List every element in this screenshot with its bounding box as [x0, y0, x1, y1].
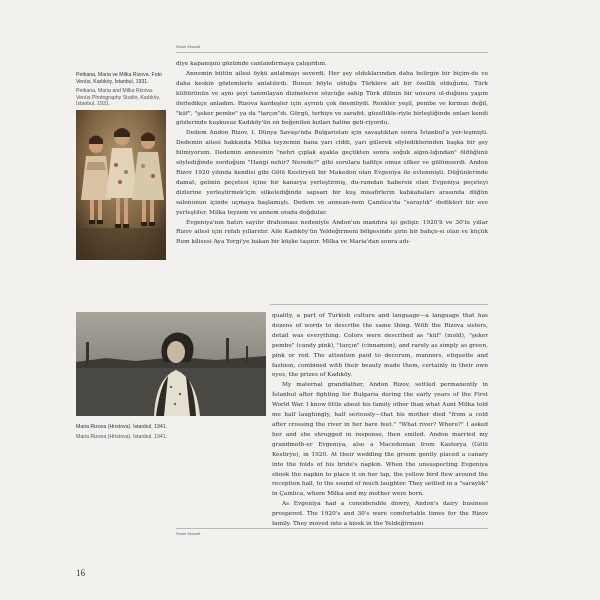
turkish-paragraph: Annemin bütün ailesi öykü anlatmayı severdi. Her şey olduklarından daha belirgin bir biçim-de ve daha keskin gözlemlerle anlatılırdı. Bunun böyle olduğu Türklere ait bir özellik olduğunu, Türk kültürünün ve aynı şeyi tanımlayan dizinelerce sözcüğe sahip Türk dilinin bir unsuru ol-duğunu yaşım ilerledikçe anladım. Rizova kardeşler için ayrıntı çok önemliydi. Renkler yeşil, pembe ve kırmızı değil, "küf", "şeker pembe" ya da "tarçın"dı. Görgü, terbiye ve zarafet, güzellikle-riyle birleştiğinde onları kendi gözlerinde kuşkusuz Kadıköy'ün en beğenilen kızları haline geti-riyordu. — [176, 70, 488, 127]
maria-rizova-image — [76, 312, 266, 416]
english-paragraph: My maternal grandfather, Andon Rizov, settled permanently in İstanbul after fighting for Bulgaria during the early years of the First World War. I know little about his family other than what Aunt Milka told me half laughingly, half seriously—that his mother died "from a cold after crossing the river in her bare feet." "What river? Where?" I asked her and she shrugged in response, then smiled. Andon married my grandmoth-er Evgeniya, also a Macedonian from Kastorya (Gölü Kestirye), in 1920. At their wedding the groom gently placed a canary into the folds of his bride's napkin. When the unsuspecting Evgeniya shook the napkin to place it on her lap, the yellow bird flew around the reception hall, to the sound of much laughter. They settled in a "saraylık" in Çamlıca, where Milka and my mother were born. — [272, 382, 488, 498]
header-rule — [176, 52, 488, 53]
footer-rule — [176, 528, 488, 529]
caption-2-turkish: Maria Rizova (Hristova). İstanbul, 1941. — [76, 424, 168, 430]
page-number: 16 — [76, 568, 85, 578]
three-sisters-image — [76, 110, 166, 260]
turkish-paragraph: Dedem Andon Rizov, I. Dünya Savaşı'nda Bulgaristan için savaştıktan sonra İstanbul'a yer-leşmişti. Dedemin ailesi hakkında Milka teyzemin bana yarı ciddi, yarı gülerek söylediklerinden başka bir şey bilmiyorum. Dedemin annesinin "nehri çıplak ayakla geçtikten sonra soğuk algın-lığından" öldüğünü söylediğinde sorduğum "Hangi nehir? Nerede?" gibi sorulara hafifçe omuz silker ve gülümserdi. Andon Rizov 1920 yılında kendisi gibi Gölü Kestiryeli bir Makedon olan Evgeniya ile evlenmişti. Düğünlerinde damat, gelinin peçetesi içine bir kanarya yerleştirmiş, du-rumdan habersiz olan Evgeniya peçeteyi dizlerine yerleştirmek'için silkelediğinde sapsarı bir kuş misafirlerin kahkahaları arasında düğün salonunun içinde uçmaya başlamıştı. Dedem ve annean-nem Çamlıca'da "saraylık" dedikleri bir eve yerleştiler. Milka teyzem ve annem orada doğdular. — [176, 130, 488, 216]
photo-maria-rizova — [76, 312, 266, 416]
running-header: Rosie Mrssoff — [176, 44, 201, 49]
caption-1-english: Petkana, Maria and Milka Rizova. Venüs Photography Studio, Kadıköy, İstanbul, 1931. — [76, 88, 161, 108]
section-rule — [270, 304, 488, 305]
photo-three-sisters — [76, 110, 166, 260]
turkish-text — [176, 60, 488, 248]
caption-1-turkish: Petkana, Maria ve Milka Rizova. Foto Venüs, Kadıköy, İstanbul, 1931. — [76, 72, 162, 85]
turkish-paragraph: Evgeniya'nın hatırı sayılır drahoması nedeniyle Andon'un mandıra işi gelişir. 1920'li ve 30'lu yıllar Rizov ailesi için refah yıllarıdır. Aile Kadıköy'ün Yeldeğirmeni bölgesinde şirin bir bahçe-si olan ve küçük Rum kilisesi Aya Yorgi'ye bakan bir köşke taşınır. Milka ve Maria'dan sonra adı- — [176, 219, 488, 246]
photo-caption-1 — [76, 72, 168, 108]
english-paragraph: As Evgeniya had a considerable dowry, Andon's dairy business prospered. The 1920's and 30's were comfortable times for the Rizov family. They moved into a kiosk in the Yeldeğirmeni — [272, 501, 488, 528]
photo-caption-2 — [76, 424, 168, 440]
turkish-paragraph: diye kapanışını gözümde canlandırmaya çalışırdım. — [176, 61, 327, 67]
english-paragraph: quality, a part of Turkish culture and language—a language that has dozens of words to describe the same thing. With the Rizova sisters, detail was everything. Colors were described as "küf" (mold), "şeker pembe" (candy pink), "tarçın" (cinnamon), and rarely as simply as green, pink or red. The attention paid to decorum, manners, etiquette and fashion, combined with their beauty made them, certainly in their own eyes, the prizes of Kadıköy. — [272, 313, 488, 379]
english-text — [272, 312, 488, 530]
caption-2-english: Maria Rizova (Hristova). İstanbul, 1941. — [76, 433, 168, 440]
running-footer: Rosie Mrssoff — [176, 531, 201, 536]
